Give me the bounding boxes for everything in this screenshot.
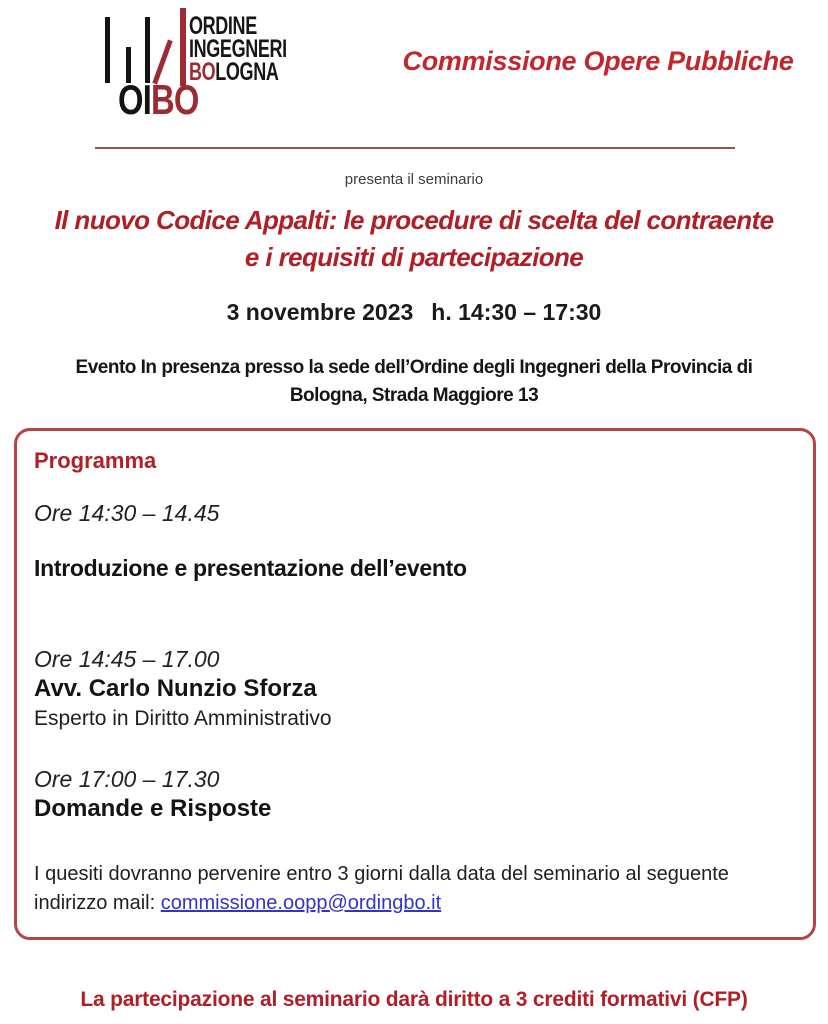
session-1-title: Introduzione e presentazione dell’evento <box>34 555 467 581</box>
seminar-title-line1: Il nuovo Codice Appalti: le procedure di scelta del contraente <box>54 205 774 235</box>
logo-monogram <box>118 76 199 123</box>
session-3-title: Domande e Risposte <box>34 795 272 822</box>
logo-bar-icon <box>180 8 186 86</box>
separator-rule <box>95 147 735 149</box>
venue-line1: Evento In presenza presso la sede dell’Ordine degli Ingegneri della Provincia di <box>75 357 753 378</box>
program-heading: Programma <box>34 448 157 473</box>
logo-wordmark-line3 <box>189 58 287 86</box>
commission-title: Commissione Opere Pubbliche <box>402 46 794 76</box>
program-note <box>34 860 789 918</box>
logo-monogram-black: OI <box>118 76 152 123</box>
seminar-title-line2: e i requisiti di partecipazione <box>244 242 584 272</box>
logo-bar-icon <box>105 17 110 83</box>
session-3-time: Ore 17:00 – 17.30 <box>34 766 220 792</box>
logo-wordmark-line1: ORDINE <box>189 12 257 40</box>
session-2-speaker-role: Esperto in Diritto Amministrativo <box>34 707 332 730</box>
logo-monogram-red: BO <box>151 76 199 123</box>
logo-wordmark-line3-red: BO <box>189 58 216 86</box>
footer-credits: La partecipazione al seminario darà diritto a 3 crediti formativi (CFP) <box>80 988 748 1011</box>
seminar-date: 3 novembre 2023 <box>226 299 414 325</box>
seminar-title <box>0 202 828 276</box>
venue-text <box>0 354 828 410</box>
program-box <box>14 428 816 940</box>
venue-line2: Bologna, Strada Maggiore 13 <box>289 385 539 406</box>
seminar-time: h. 14:30 – 17:30 <box>431 299 602 325</box>
session-2-time: Ore 14:45 – 17.00 <box>34 646 220 672</box>
ordine-ingegneri-bologna-logo <box>105 13 385 123</box>
note-line2-prefix: indirizzo mail: <box>34 892 161 914</box>
commission-email-link[interactable]: commissione.oopp@ordingbo.it <box>160 892 442 914</box>
seminar-date-time <box>0 299 828 326</box>
logo-wordmark-line3-rest: LOGNA <box>215 58 279 86</box>
session-1-time: Ore 14:30 – 14.45 <box>34 500 220 526</box>
logo-bar-icon <box>145 17 150 83</box>
presents-line: presenta il seminario <box>344 171 484 188</box>
note-line1: I quesiti dovranno pervenire entro 3 giorni dalla data del seminario al seguente <box>34 863 729 885</box>
logo-wordmark-line2: INGEGNERI <box>189 35 287 63</box>
logo-wordmark <box>189 12 287 86</box>
session-2-speaker-name: Avv. Carlo Nunzio Sforza <box>34 675 317 702</box>
